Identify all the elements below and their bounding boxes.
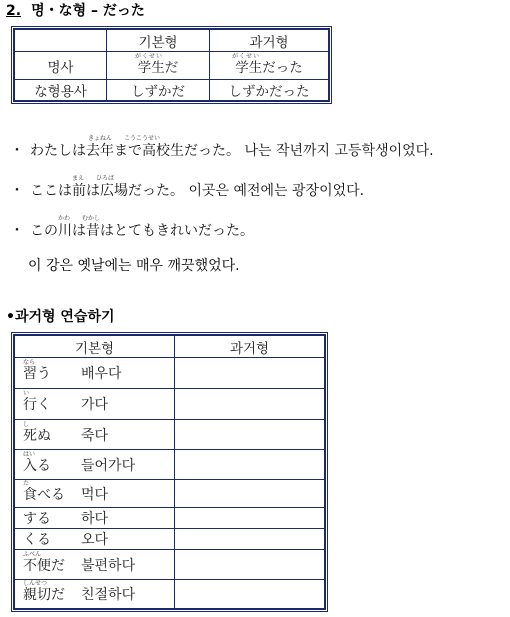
header-cell-basic: 기본형 [15,336,175,358]
answer-cell[interactable] [175,450,325,480]
section-number: 2. [6,3,22,19]
ruby-text: がくせい [135,53,164,60]
verb-cell [15,529,175,550]
header-cell-empty [15,30,107,52]
verb-cell [15,508,175,529]
example-sentence-3 [10,220,254,240]
ruby-text: まえ ひろば [72,175,115,182]
table-row [15,52,329,80]
ruby-text: きょねん こうこうせい [88,135,161,142]
section-title: 명・な형 – だった [31,3,145,19]
ruby-text: た [23,479,30,487]
ruby-text: はい [23,450,36,458]
verb-korean: 친절하다 [81,587,136,603]
noun-past-cell [210,52,329,80]
verb-cell [15,389,175,420]
ruby-text: し [23,420,30,428]
verb-cell [15,420,175,450]
verb-korean: 먹다 [81,486,109,503]
example-japanese: この川は昔はとてもきれいだった。 [30,223,254,239]
noun-basic-form: 学生だ [137,59,179,76]
verb-cell [15,450,175,480]
table-row [15,580,325,609]
noun-basic-cell [107,52,210,80]
ruby-text: かわ むかし [58,215,101,222]
ruby-text: しんせつ [23,580,48,587]
verb-korean: 들어가다 [81,457,136,474]
ruby-text: がくせい [232,53,261,60]
table-row [15,529,325,550]
verb-cell [15,580,175,609]
noun-past-form: 学生だった [235,59,303,76]
answer-cell[interactable] [175,420,325,450]
answer-cell[interactable] [175,550,325,580]
na-adjective-basic-form: しずかだ [107,80,210,101]
verb-japanese: 不便だ [23,557,65,574]
verb-japanese: 食べる [23,486,65,503]
bullet: ・ [10,183,24,199]
table-row [15,450,325,480]
header-cell-past: 과거형 [175,336,325,358]
verb-cell [15,480,175,508]
ruby-text: ふべん [23,550,42,558]
verb-japanese: 親切だ [23,587,65,603]
table-row [15,358,325,389]
table-row [15,480,325,508]
table-row [15,389,325,420]
na-adjective-past-form: しずかだった [210,80,329,101]
verb-korean: 오다 [81,532,109,548]
example-sentence-2 [10,180,364,200]
table-header-row [15,336,325,358]
example-korean: 나는 작년까지 고등학생이었다. [244,143,434,159]
verb-japanese: 習う [23,366,51,382]
bullet: ・ [10,143,24,159]
answer-cell[interactable] [175,358,325,389]
section-heading [6,0,145,20]
verb-japanese: 入る [23,457,51,474]
bullet: ・ [10,223,24,239]
answer-cell[interactable] [175,580,325,609]
ruby-text: い [23,390,30,397]
practice-title: •과거형 연습하기 [6,309,115,325]
verb-korean: 불편하다 [81,557,136,574]
header-cell-basic: 기본형 [107,30,210,52]
ruby-text: なら [23,359,36,366]
verb-japanese: くる [23,532,51,548]
answer-cell[interactable] [175,389,325,420]
verb-korean: 죽다 [81,427,109,444]
example-japanese: わたしは去年まで高校生だった。 [30,143,240,159]
practice-table [11,332,328,612]
table-header-row [15,30,329,52]
example-sentence-1 [10,140,434,160]
verb-japanese: 行く [23,397,51,413]
table-row [15,508,325,529]
verb-korean: 배우다 [81,366,122,382]
row-label-noun: 명사 [15,52,107,80]
header-cell-past: 과거형 [210,30,329,52]
conjugation-table [11,26,332,104]
verb-cell [15,358,175,389]
answer-cell[interactable] [175,529,325,550]
example-korean: 이곳은 예전에는 광장이었다. [188,183,365,199]
table-row [15,80,329,101]
verb-japanese: する [23,511,51,527]
verb-cell [15,550,175,580]
row-label-na-adjective: な형용사 [15,80,107,101]
verb-korean: 가다 [81,397,109,413]
verb-korean: 하다 [81,511,109,527]
table-row [15,420,325,450]
answer-cell[interactable] [175,508,325,529]
answer-cell[interactable] [175,480,325,508]
verb-japanese: 死ぬ [23,427,51,444]
table-row [15,550,325,580]
example-3-translation: 이 강은 옛날에는 매우 깨끗했었다. [28,258,240,274]
example-japanese: ここは前は広場だった。 [30,183,184,199]
